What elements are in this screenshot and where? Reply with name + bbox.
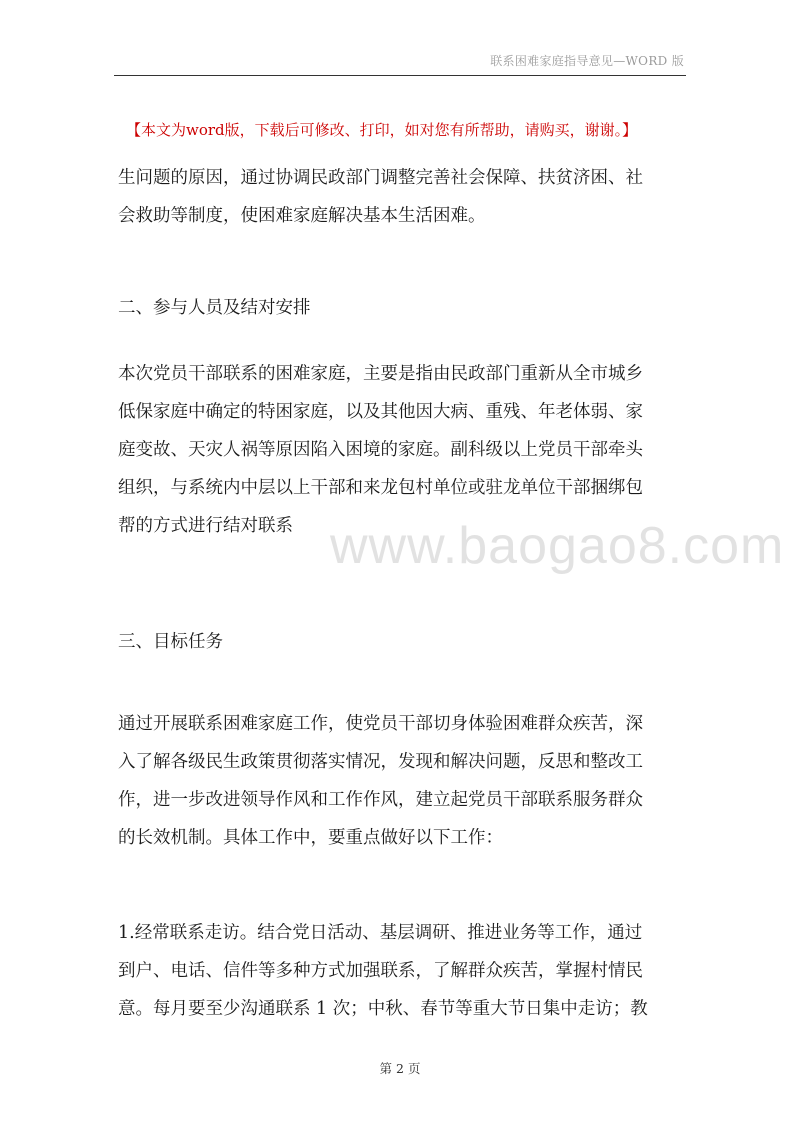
- paragraph-line: 1.经常联系走访。结合党日活动、基层调研、推进业务等工作，通过: [118, 923, 643, 943]
- paragraph-4: [118, 914, 684, 1028]
- paragraph-line: 帮的方式进行结对联系: [118, 516, 293, 536]
- paragraph-line: 意。每月要至少沟通联系 1 次；中秋、春节等重大节日集中走访；教: [118, 999, 648, 1019]
- watermark: www.baogao8.com: [330, 517, 785, 575]
- section-heading-3: 三、目标任务: [118, 632, 223, 652]
- header-rule: [114, 75, 686, 76]
- paragraph-1: [118, 159, 684, 235]
- paragraph-line: 通过开展联系困难家庭工作，使党员干部切身体验困难群众疾苦，深: [118, 714, 643, 734]
- paragraph-line: 入了解各级民生政策贯彻落实情况，发现和解决问题，反思和整改工: [118, 752, 643, 772]
- download-notice: 【本文为word版，下载后可修改、打印，如对您有所帮助，请购买，谢谢。】: [126, 121, 638, 139]
- section-heading-2: 二、参与人员及结对安排: [118, 298, 311, 318]
- paragraph-line: 生问题的原因，通过协调民政部门调整完善社会保障、扶贫济困、社: [118, 168, 643, 188]
- paragraph-line: 庭变故、天灾人祸等原因陷入困境的家庭。副科级以上党员干部牵头: [118, 440, 643, 460]
- paragraph-line: 的长效机制。具体工作中，要重点做好以下工作：: [118, 828, 503, 848]
- paragraph-line: 作，进一步改进领导作风和工作作风，建立起党员干部联系服务群众: [118, 790, 643, 810]
- page-number: 第 2 页: [379, 1061, 421, 1076]
- paragraph-line: 低保家庭中确定的特困家庭，以及其他因大病、重残、年老体弱、家: [118, 402, 643, 422]
- running-header: 联系困难家庭指导意见—WORD 版: [490, 54, 684, 68]
- paragraph-line: 到户、电话、信件等多种方式加强联系，了解群众疾苦，掌握村情民: [118, 961, 643, 981]
- paragraph-line: 会救助等制度，使困难家庭解决基本生活困难。: [118, 206, 486, 226]
- paragraph-line: 组织，与系统内中层以上干部和来龙包村单位或驻龙单位干部捆绑包: [118, 478, 643, 498]
- paragraph-line: 本次党员干部联系的困难家庭，主要是指由民政部门重新从全市城乡: [118, 364, 643, 384]
- paragraph-3: [118, 705, 684, 857]
